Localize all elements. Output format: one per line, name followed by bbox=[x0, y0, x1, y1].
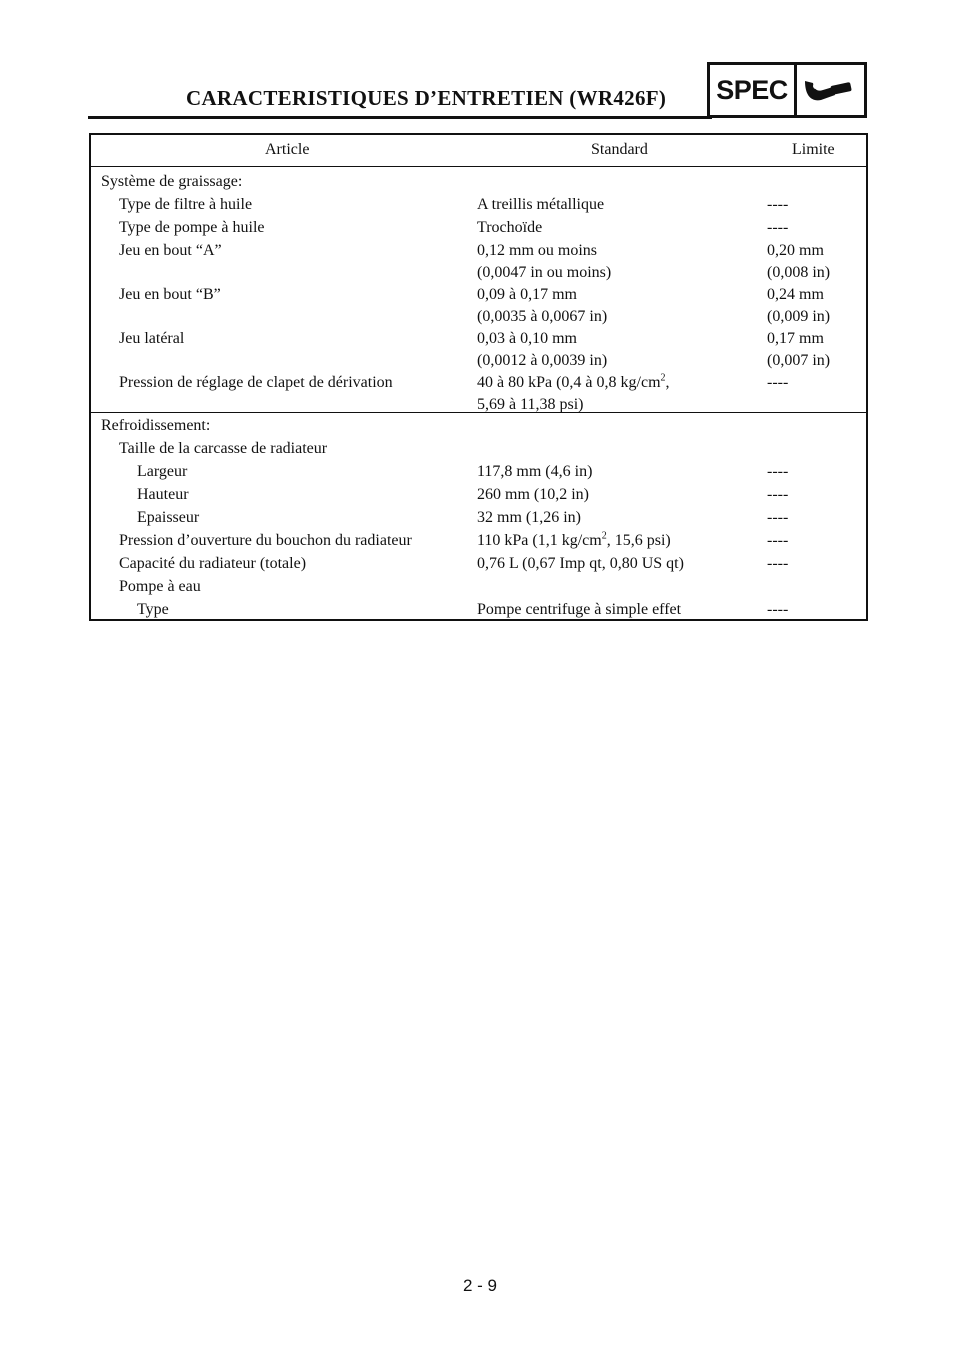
row-limit: 0,20 mm bbox=[767, 242, 824, 259]
row-limit: ---- bbox=[767, 486, 789, 503]
lubrication-section bbox=[91, 167, 866, 413]
row-item: Epaisseur bbox=[137, 509, 200, 526]
row-limit-secondary: (0,009 in) bbox=[767, 308, 831, 325]
row-standard: 0,12 mm ou moins bbox=[477, 242, 598, 259]
spec-badge bbox=[707, 62, 867, 118]
table-header bbox=[91, 135, 866, 167]
row-item: Type de filtre à huile bbox=[119, 196, 253, 213]
row-standard-secondary: (0,0047 in ou moins) bbox=[477, 264, 612, 281]
row-standard-secondary: 5,69 à 11,38 psi) bbox=[477, 396, 584, 413]
row-limit: ---- bbox=[767, 463, 789, 480]
row-limit-secondary: (0,007 in) bbox=[767, 352, 831, 369]
row-standard: Trochoïde bbox=[477, 219, 543, 236]
row-item: Type de pompe à huile bbox=[119, 219, 265, 236]
row-item: Pression de réglage de clapet de dérivation bbox=[119, 374, 393, 391]
column-header-standard: Standard bbox=[591, 141, 648, 158]
row-standard: 117,8 mm (4,6 in) bbox=[477, 463, 593, 480]
row-item: Taille de la carcasse de radiateur bbox=[119, 440, 328, 457]
row-limit: 0,24 mm bbox=[767, 286, 824, 303]
wrench-icon bbox=[797, 65, 864, 115]
row-limit: ---- bbox=[767, 601, 789, 618]
row-item: Capacité du radiateur (totale) bbox=[119, 555, 307, 572]
row-limit: ---- bbox=[767, 532, 789, 549]
row-standard-secondary: (0,0012 à 0,0039 in) bbox=[477, 352, 608, 369]
page-title: CARACTERISTIQUES D’ENTRETIEN (WR426F) bbox=[186, 86, 667, 110]
column-header-limit: Limite bbox=[792, 141, 835, 158]
column-header-article: Article bbox=[265, 141, 310, 158]
row-standard: 40 à 80 kPa (0,4 à 0,8 $kg/cm^2$, bbox=[477, 372, 670, 391]
row-limit: ---- bbox=[767, 555, 789, 572]
row-standard: A treillis métallique bbox=[477, 196, 605, 213]
row-limit: ---- bbox=[767, 374, 789, 391]
spec-badge-label: SPEC bbox=[710, 65, 797, 115]
row-standard: 0,09 à 0,17 mm bbox=[477, 286, 577, 303]
row-item: Jeu en bout “A” bbox=[119, 242, 222, 259]
row-standard-secondary: (0,0035 à 0,0067 in) bbox=[477, 308, 608, 325]
cooling-section bbox=[91, 413, 866, 620]
row-item: Largeur bbox=[137, 463, 188, 480]
header-rule bbox=[88, 116, 712, 119]
row-limit: ---- bbox=[767, 219, 789, 236]
row-limit: ---- bbox=[767, 509, 789, 526]
row-standard: 0,76 L (0,67 Imp qt, 0,80 US qt) bbox=[477, 555, 684, 572]
spec-table bbox=[89, 133, 868, 621]
page-number: 2 - 9 bbox=[462, 1276, 498, 1295]
row-item: Jeu latéral bbox=[119, 330, 185, 347]
section-heading: Refroidissement: bbox=[101, 417, 211, 434]
row-standard: 0,03 à 0,10 mm bbox=[477, 330, 577, 347]
row-limit: ---- bbox=[767, 196, 789, 213]
row-limit: 0,17 mm bbox=[767, 330, 824, 347]
row-standard: Pompe centrifuge à simple effet bbox=[477, 601, 682, 618]
row-item: Pression d’ouverture du bouchon du radiateur bbox=[119, 532, 412, 549]
row-item: Pompe à eau bbox=[119, 578, 201, 595]
row-item: Type bbox=[137, 601, 169, 618]
section-heading: Système de graissage: bbox=[101, 173, 243, 190]
row-item: Jeu en bout “B” bbox=[119, 286, 221, 303]
row-standard: 110 kPa (1,1 $kg/cm^2$, 15,6 psi) bbox=[477, 530, 671, 549]
row-item: Hauteur bbox=[137, 486, 189, 503]
row-limit-secondary: (0,008 in) bbox=[767, 264, 831, 281]
row-standard: 260 mm (10,2 in) bbox=[477, 486, 589, 503]
row-standard: 32 mm (1,26 in) bbox=[477, 509, 581, 526]
